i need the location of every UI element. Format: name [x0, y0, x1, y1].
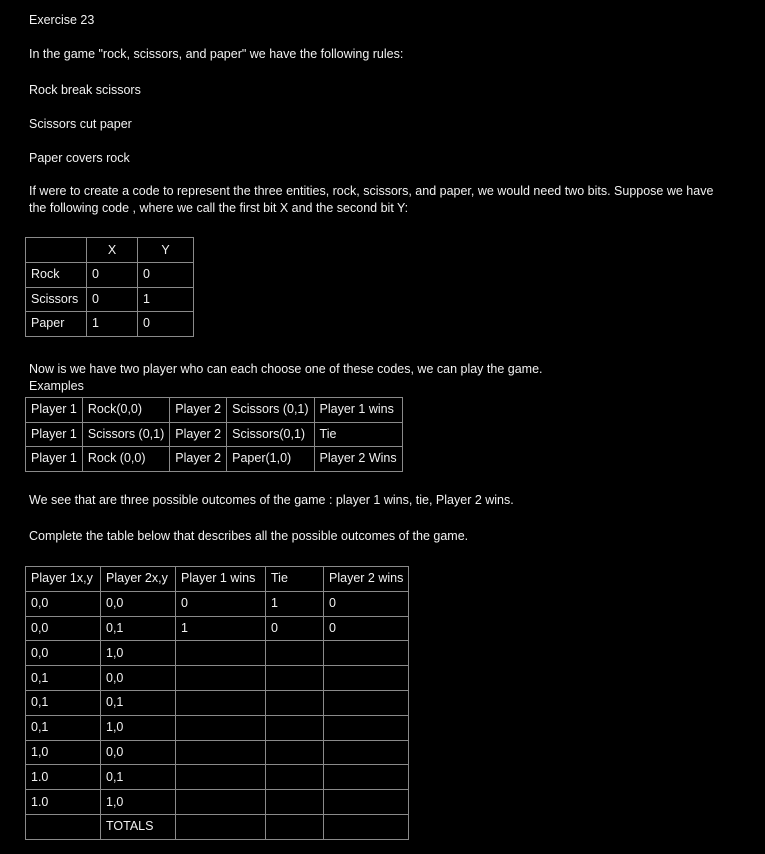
- table-row: [26, 740, 409, 765]
- table-cell: 0,1: [101, 690, 176, 715]
- table-cell: 1,0: [26, 740, 101, 765]
- table-cell: [176, 690, 266, 715]
- table-cell: Player 1: [26, 422, 83, 447]
- page-title: Exercise 23: [29, 13, 95, 27]
- table-cell: [26, 814, 101, 839]
- complete-text: Complete the table below that describes all the possible outcomes of the game.: [29, 529, 469, 543]
- table-cell: Player 2 Wins: [314, 447, 402, 472]
- table-cell: Tie: [314, 422, 402, 447]
- table-cell: 1: [87, 312, 138, 337]
- examples-label: Examples: [29, 379, 84, 393]
- table-cell: [176, 765, 266, 790]
- table-cell: [266, 666, 324, 691]
- table-row: [26, 238, 194, 263]
- table-row: [26, 263, 194, 288]
- table-row: [26, 666, 409, 691]
- table-cell: [266, 641, 324, 666]
- table-cell: [324, 765, 409, 790]
- table-header: Player 2 wins: [324, 567, 409, 592]
- table-cell: [176, 814, 266, 839]
- table-cell: 0: [324, 616, 409, 641]
- table-cell: 1,0: [101, 715, 176, 740]
- table-cell: 0: [266, 616, 324, 641]
- table-cell: Player 2: [170, 447, 227, 472]
- table-cell: [26, 238, 87, 263]
- table-cell: 0,1: [101, 765, 176, 790]
- rule-scissors: Scissors cut paper: [29, 117, 132, 131]
- table-cell: 0: [87, 287, 138, 312]
- table-cell: [266, 690, 324, 715]
- table-cell: 1: [176, 616, 266, 641]
- table-row: [26, 715, 409, 740]
- table-cell: Player 1: [26, 398, 83, 423]
- table-cell: [324, 790, 409, 815]
- table-header: Player 1x,y: [26, 567, 101, 592]
- table-cell: [266, 740, 324, 765]
- table-cell: [176, 666, 266, 691]
- table-row: [26, 790, 409, 815]
- table-row: [26, 447, 403, 472]
- outcomes-text: We see that are three possible outcomes of the game : player 1 wins, tie, Player 2 wins.: [29, 493, 514, 507]
- table-cell: [266, 814, 324, 839]
- table-header: Tie: [266, 567, 324, 592]
- table-row: [26, 616, 409, 641]
- table-cell: 0,0: [26, 591, 101, 616]
- table-cell: Scissors (0,1): [82, 422, 169, 447]
- table-header-x: X: [87, 238, 138, 263]
- table-cell: [176, 715, 266, 740]
- table-cell: [324, 690, 409, 715]
- table-header-y: Y: [138, 238, 194, 263]
- table-cell: [266, 790, 324, 815]
- table-cell: [176, 740, 266, 765]
- table-cell: Scissors(0,1): [227, 422, 314, 447]
- table-cell: 0: [87, 263, 138, 288]
- code-intro-text: If were to create a code to represent the three entities, rock, scissors, and paper, we would need two bits. Suppose we have the following code , where we call the first bit X and the second bit Y:: [29, 184, 714, 215]
- table-cell: TOTALS: [101, 814, 176, 839]
- table-cell: 0,0: [101, 666, 176, 691]
- table-cell: 0,0: [26, 616, 101, 641]
- table-cell: 1: [266, 591, 324, 616]
- table-cell: [176, 641, 266, 666]
- table-header: Player 2x,y: [101, 567, 176, 592]
- table-cell: 0,1: [101, 616, 176, 641]
- table-row: [26, 287, 194, 312]
- table-cell: [176, 790, 266, 815]
- table-cell: 0,0: [101, 740, 176, 765]
- table-row: [26, 422, 403, 447]
- table-row: [26, 690, 409, 715]
- code-table: [25, 237, 194, 337]
- table-cell: 0,1: [26, 690, 101, 715]
- table-row: [26, 765, 409, 790]
- rule-paper: Paper covers rock: [29, 151, 130, 165]
- table-cell: [324, 666, 409, 691]
- intro-text: In the game "rock, scissors, and paper" we have the following rules:: [29, 47, 404, 61]
- table-header: Player 1 wins: [176, 567, 266, 592]
- table-cell: Player 1: [26, 447, 83, 472]
- table-cell: 1.0: [26, 790, 101, 815]
- table-cell: 1,0: [101, 790, 176, 815]
- table-cell: 1.0: [26, 765, 101, 790]
- table-cell: 0: [176, 591, 266, 616]
- table-cell: 1: [138, 287, 194, 312]
- table-cell: 0: [138, 312, 194, 337]
- table-cell: 0,1: [26, 666, 101, 691]
- table-row: [26, 567, 409, 592]
- table-cell: 0: [138, 263, 194, 288]
- table-cell: Paper: [26, 312, 87, 337]
- table-cell: [266, 765, 324, 790]
- table-cell: [324, 641, 409, 666]
- table-cell: Rock (0,0): [82, 447, 169, 472]
- rule-rock: Rock break scissors: [29, 83, 141, 97]
- table-cell: 0,0: [101, 591, 176, 616]
- table-cell: Player 2: [170, 398, 227, 423]
- table-row: [26, 312, 194, 337]
- table-row: [26, 398, 403, 423]
- table-cell: Scissors (0,1): [227, 398, 314, 423]
- table-cell: Player 2: [170, 422, 227, 447]
- play-intro-text: Now is we have two player who can each choose one of these codes, we can play the game.: [29, 362, 543, 376]
- table-cell: Paper(1,0): [227, 447, 314, 472]
- table-cell: [266, 715, 324, 740]
- table-cell: [324, 715, 409, 740]
- table-cell: [324, 740, 409, 765]
- table-cell: 0,1: [26, 715, 101, 740]
- table-cell: [324, 814, 409, 839]
- table-row: [26, 591, 409, 616]
- table-row: [26, 814, 409, 839]
- table-cell: 1,0: [101, 641, 176, 666]
- examples-table: [25, 397, 403, 472]
- table-row: [26, 641, 409, 666]
- table-cell: Scissors: [26, 287, 87, 312]
- table-cell: Rock(0,0): [82, 398, 169, 423]
- table-cell: 0: [324, 591, 409, 616]
- table-cell: Player 1 wins: [314, 398, 402, 423]
- table-cell: 0,0: [26, 641, 101, 666]
- outcomes-table: [25, 566, 409, 840]
- table-cell: Rock: [26, 263, 87, 288]
